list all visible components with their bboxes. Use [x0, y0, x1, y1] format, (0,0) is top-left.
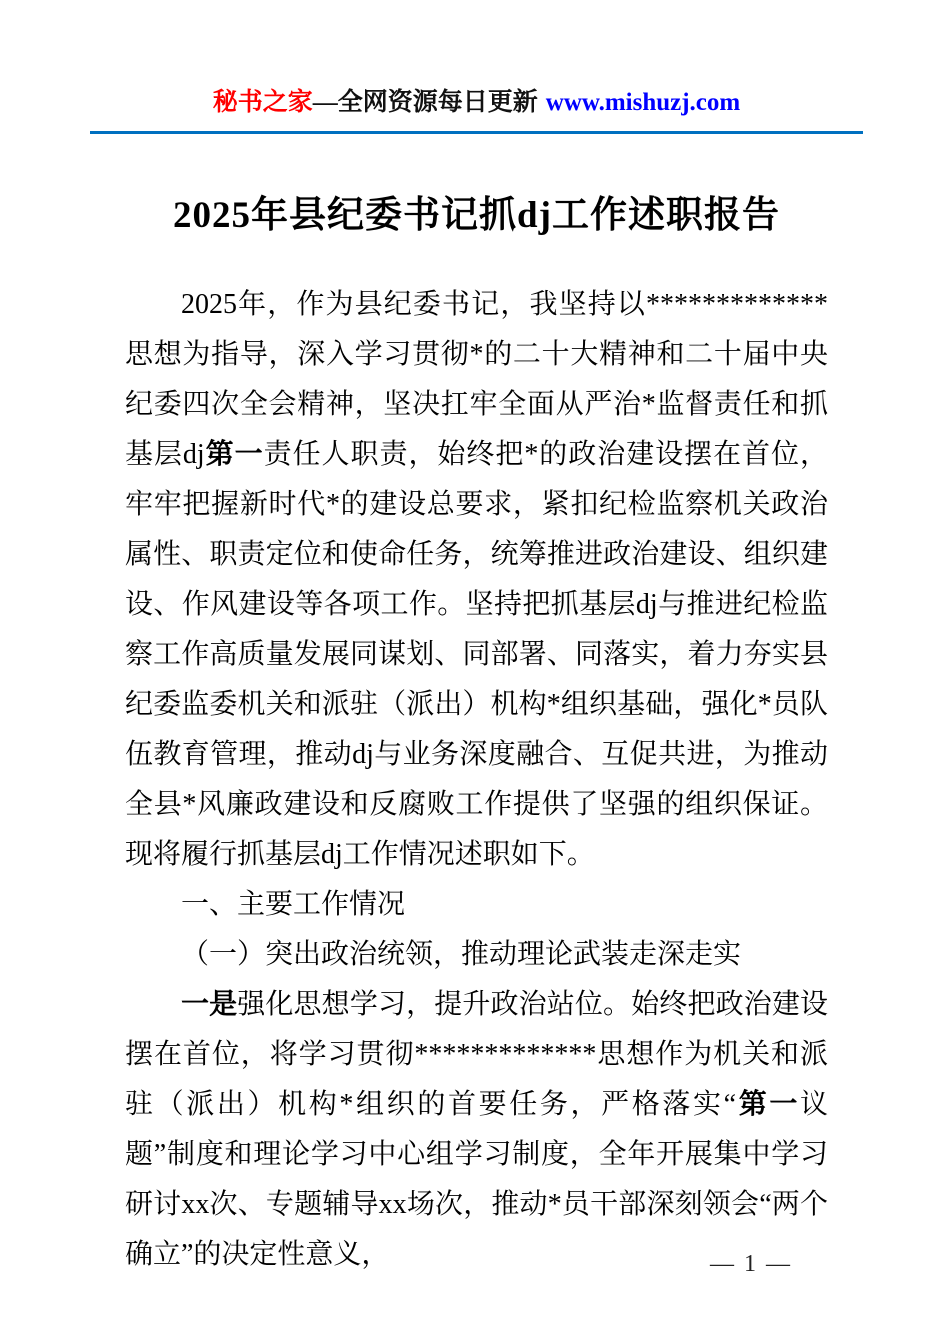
paragraph: [125, 930, 828, 980]
text-segment: 第一: [736, 1089, 800, 1120]
document-title: 2025年县纪委书记抓dj工作述职报告: [173, 195, 780, 236]
text-segment: 责任人职责，始终把*的政治建设摆在首位，牢牢把握新时代*的建设总要求，紧扣纪检监察机关政治属性、职责定位和使命任务，统筹推进政治建设、组织建设、作风建设等各项工作。坚持把抓基层dj与推进纪检监察工作高质量发展同谋划、同部署、同落实，着力夯实县纪委监委机关和派驻（派出）机构*组织基础，强化*员队伍教育管理，推动dj与业务深度融合、互促共进，为推动全县*风廉政建设和反腐败工作提供了坚强的组织保证。现将履行抓基层dj工作情况述职如下。: [125, 439, 828, 870]
text-segment: （一）突出政治统领，推动理论武装走深走实: [181, 939, 742, 970]
text-segment: 议题”制度和理论学习中心组学习制度，全年开展集中学习研讨xx次、专题辅导xx场次，推动*员干部深刻领会“两个确立”的决定性意义，: [125, 1089, 828, 1270]
page-number: — 1 —: [710, 1251, 792, 1277]
paragraph: [125, 880, 828, 930]
header-tagline: —全网资源每日更新: [312, 89, 538, 116]
text-segment: 强化思想学习，提升政治站位。始终把政治建设摆在首位，将学习贯彻*************思想作为机关和派驻（派出）机构*组织的首要任务，严格落实“: [125, 989, 828, 1120]
text-segment: 2025年，作为县纪委书记，我坚持以*************思想为指导，深入学习贯彻*的二十大精神和二十届中央纪委四次全会精神，坚决扛牢全面从严治*监督责任和抓基层dj: [125, 289, 828, 470]
document-body: [125, 280, 828, 1280]
paragraph: [125, 280, 828, 880]
text-segment: 第一: [204, 439, 264, 470]
text-segment: 一、主要工作情况: [181, 889, 406, 920]
site-url-link[interactable]: www.mishuzj.com: [545, 89, 741, 116]
text-segment: 一是: [181, 989, 238, 1020]
page-header: [90, 82, 863, 134]
paragraph: [125, 980, 828, 1280]
site-name: 秘书之家: [212, 89, 313, 116]
